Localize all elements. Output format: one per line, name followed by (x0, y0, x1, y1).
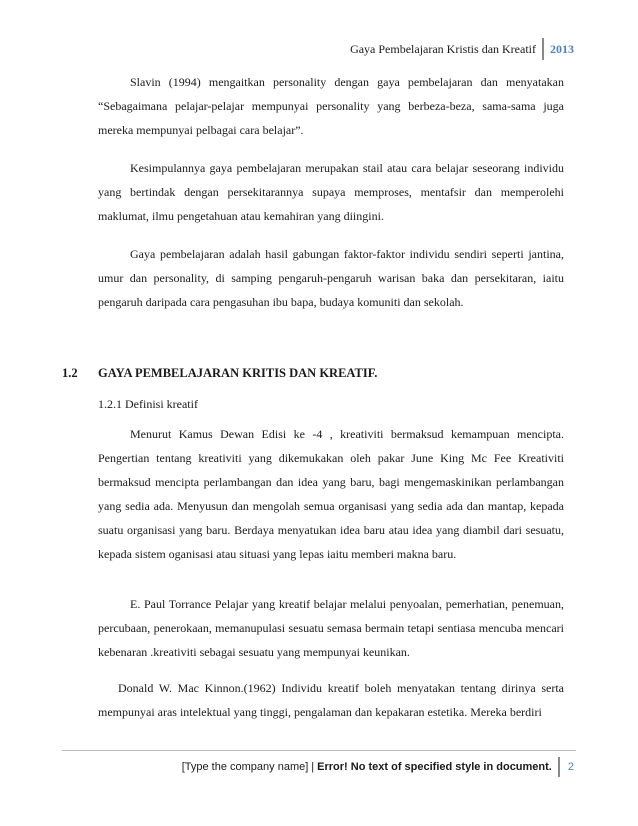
page-footer (182, 757, 574, 777)
paragraph-text: Kesimpulannya gaya pembelajaran merupakan stail atau cara belajar seseorang individu yang bertindak dengan persekitarannya supaya memproses, mentafsir dan memperolehi maklumat, ilmu pengetahuan atau kemahiran yang diingini. (98, 161, 564, 223)
paragraph-text: Slavin (1994) mengaitkan personality dengan gaya pembelajaran dan menyatakan “Sebagaimana pelajar-pelajar mempunyai personality yang berbeza-beza, sama-sama juga mereka mempunyai pelbagai cara belajar”. (98, 75, 564, 137)
subsection-heading: 1.2.1 Definisi kreatif (98, 397, 198, 411)
paragraph-kamus-dewan (98, 422, 564, 566)
footer-company: [Type the company name] (181, 761, 309, 773)
paragraph-text: Donald W. Mac Kinnon.(1962) Individu kreatif boleh menyatakan tentang dirinya serta mempunyai aras intelektual yang tinggi, pengalaman dan kepakaran estetika. Mereka berdiri (98, 681, 564, 719)
paragraph-torrance (98, 592, 564, 664)
section-title: GAYA PEMBELAJARAN KRITIS DAN KREATIF. (98, 366, 378, 380)
paragraph-text: E. Paul Torrance Pelajar yang kreatif belajar melalui penyoalan, pemerhatian, penemuan, percubaan, penerokaan, memanupulasi sesuatu semasa bermain tetapi sentiasa mencuba mencari kebenaran .kreativiti sebagai sesuatu yang mempunyai keunikan. (98, 597, 564, 659)
header-year: 2013 (550, 42, 574, 56)
paragraph-mackinnon (98, 676, 564, 724)
footer-pipe: | (311, 761, 315, 773)
page-number: 2 (567, 761, 574, 773)
paragraph-text: Menurut Kamus Dewan Edisi ke -4 , kreativiti bermaksud kemampuan mencipta. Pengertian tentang kreativiti yang dikemukakan oleh pakar June King Mc Fee Kreativiti bermaksud mencipta perlambangan dan idea yang baru, bagi mengemaskinikan perlambangan yang sedia ada. Menyusun dan mengolah semua organisasi yang sedia ada dan mantap, kepada suatu organisasi yang baru. Berdaya menyatukan idea baru atau idea yang diambil dari sesuatu, kepada sistem oganisasi atau situasi yang lepas iaitu memberi makna baru. (98, 427, 564, 561)
paragraph-gaya (98, 242, 564, 314)
section-heading (62, 366, 542, 381)
footer-rule (62, 750, 576, 751)
page-header (350, 38, 574, 60)
header-title: Gaya Pembelajaran Kristis dan Kreatif (350, 42, 536, 56)
paragraph-kesimpulan (98, 156, 564, 228)
footer-error-text: Error! No text of specified style in document. (317, 761, 552, 773)
section-number: 1.2 (62, 366, 78, 380)
paragraph-slavin (98, 70, 564, 142)
paragraph-text: Gaya pembelajaran adalah hasil gabungan faktor-faktor individu sendiri seperti jantina, umur dan personality, di samping pengaruh-pengaruh warisan baka dan persekitaran, iaitu pengaruh daripada cara pengasuhan ibu bapa, budaya komuniti dan sekolah. (98, 247, 564, 309)
